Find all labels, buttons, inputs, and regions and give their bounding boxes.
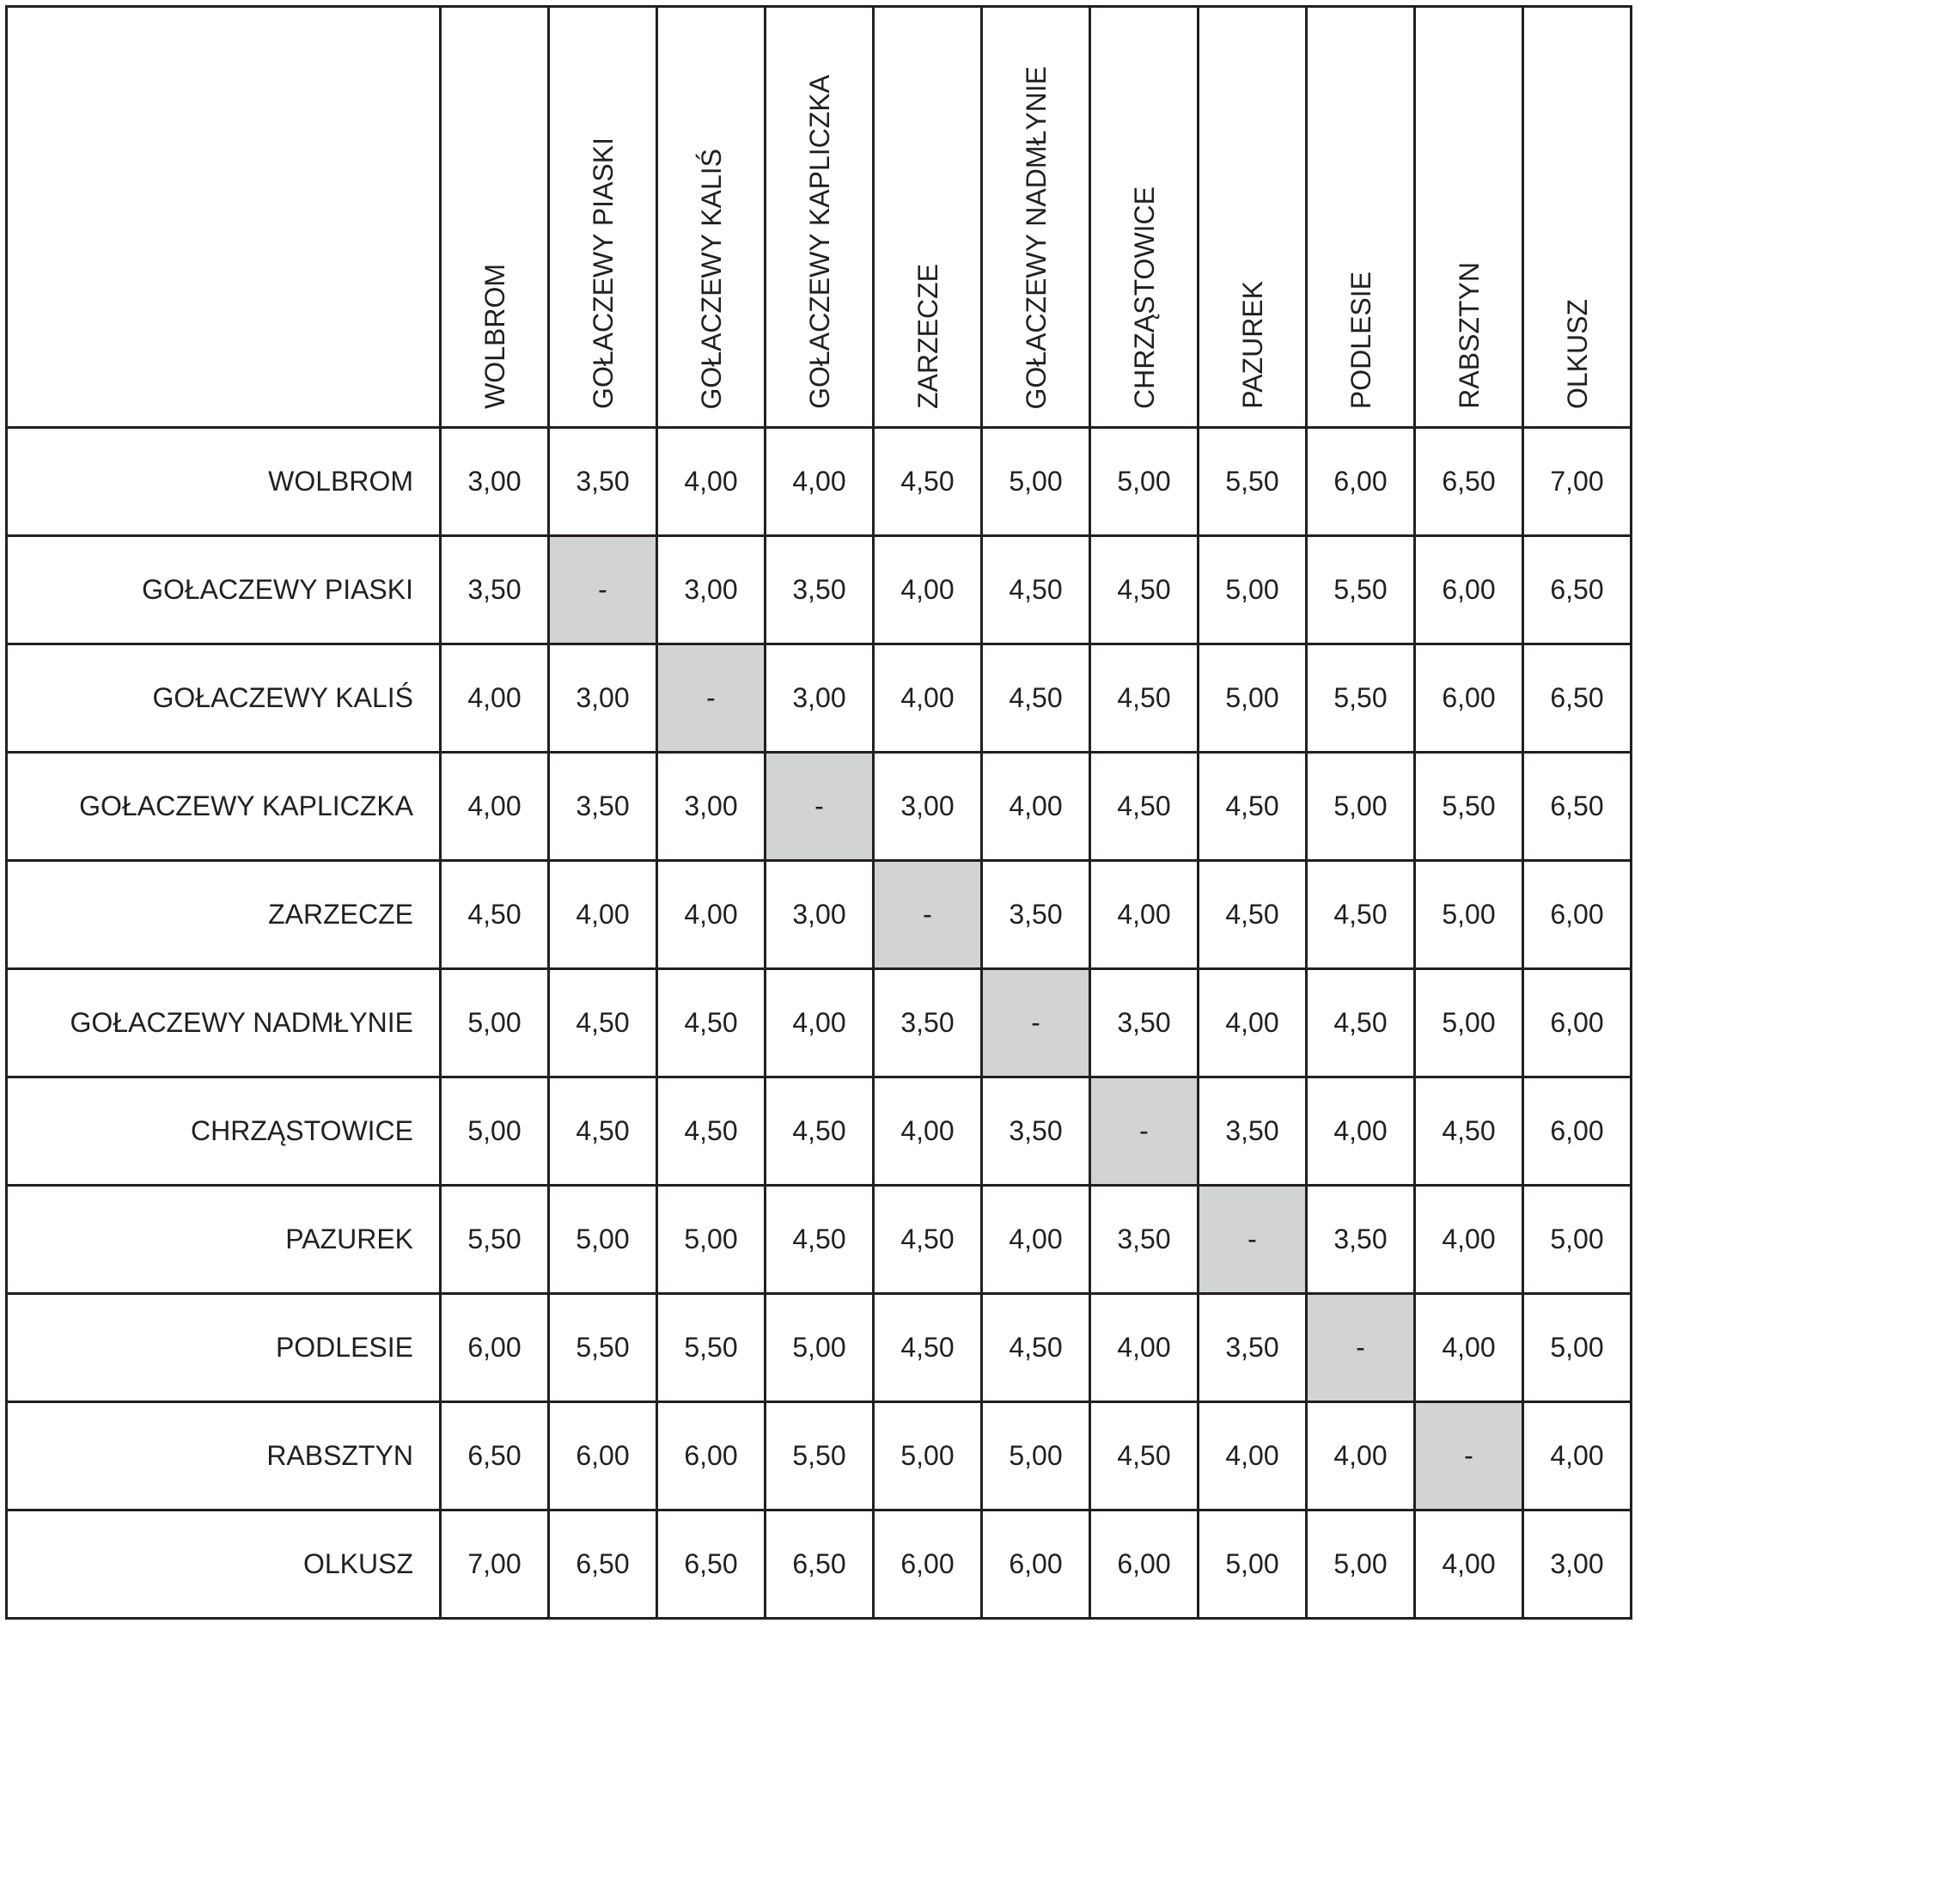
fare-cell: 5,00 <box>549 1186 657 1294</box>
fare-cell: 4,50 <box>1199 861 1307 969</box>
fare-cell: 3,50 <box>874 969 982 1077</box>
fare-cell: 6,00 <box>1523 969 1632 1077</box>
column-header <box>657 7 766 428</box>
diagonal-cell: - <box>1199 1186 1307 1294</box>
fare-cell: 5,00 <box>874 1402 982 1510</box>
fare-cell: 4,50 <box>982 644 1090 753</box>
fare-cell: 5,00 <box>1199 536 1307 644</box>
fare-cell: 4,00 <box>441 753 549 861</box>
fare-cell: 4,50 <box>874 428 982 536</box>
row-header: PODLESIE <box>7 1294 441 1402</box>
fare-cell: 4,00 <box>982 1186 1090 1294</box>
fare-cell: 3,00 <box>874 753 982 861</box>
fare-cell: 6,50 <box>1415 428 1523 536</box>
row-header: PAZUREK <box>7 1186 441 1294</box>
fare-cell: 4,50 <box>874 1186 982 1294</box>
diagonal-cell: - <box>766 753 874 861</box>
column-header <box>1199 7 1307 428</box>
row-header: WOLBROM <box>7 428 441 536</box>
fare-cell: 4,50 <box>766 1077 874 1186</box>
fare-cell: 3,50 <box>441 536 549 644</box>
fare-cell: 3,00 <box>549 644 657 753</box>
fare-cell: 4,00 <box>441 644 549 753</box>
fare-cell: 6,00 <box>549 1402 657 1510</box>
fare-cell: 4,50 <box>766 1186 874 1294</box>
fare-cell: 5,50 <box>1307 536 1415 644</box>
column-header <box>1415 7 1523 428</box>
fare-cell: 6,00 <box>982 1510 1090 1619</box>
fare-cell: 3,50 <box>1199 1294 1307 1402</box>
fare-cell: 4,00 <box>1523 1402 1632 1510</box>
fare-cell: 4,50 <box>1307 969 1415 1077</box>
fare-cell: 4,00 <box>1090 1294 1199 1402</box>
fare-cell: 5,00 <box>1307 1510 1415 1619</box>
fare-cell: 3,50 <box>1090 1186 1199 1294</box>
fare-cell: 4,50 <box>1199 753 1307 861</box>
fare-cell: 4,00 <box>982 753 1090 861</box>
table-row <box>7 1077 1632 1186</box>
fare-cell: 5,50 <box>1199 428 1307 536</box>
table-row <box>7 1186 1632 1294</box>
fare-cell: 6,00 <box>441 1294 549 1402</box>
fare-cell: 6,00 <box>1415 536 1523 644</box>
row-header: ZARZECZE <box>7 861 441 969</box>
fare-cell: 4,50 <box>657 1077 766 1186</box>
fare-cell: 5,00 <box>1307 753 1415 861</box>
table-row <box>7 753 1632 861</box>
fare-cell: 4,00 <box>549 861 657 969</box>
column-header <box>1307 7 1415 428</box>
diagonal-cell: - <box>874 861 982 969</box>
fare-cell: 6,50 <box>1523 753 1632 861</box>
column-header-label: RABSZTYN <box>1453 262 1485 409</box>
fare-cell: 4,00 <box>657 861 766 969</box>
fare-cell: 3,50 <box>1090 969 1199 1077</box>
fare-cell: 4,00 <box>1307 1077 1415 1186</box>
fare-cell: 3,50 <box>549 428 657 536</box>
table-row <box>7 1510 1632 1619</box>
row-header: GOŁACZEWY KAPLICZKA <box>7 753 441 861</box>
row-header: GOŁACZEWY KALIŚ <box>7 644 441 753</box>
fare-cell: 5,00 <box>982 428 1090 536</box>
fare-cell: 5,00 <box>441 1077 549 1186</box>
fare-cell: 5,50 <box>1307 644 1415 753</box>
fare-cell: 4,50 <box>549 969 657 1077</box>
row-header: RABSZTYN <box>7 1402 441 1510</box>
diagonal-cell: - <box>982 969 1090 1077</box>
fare-cell: 5,50 <box>441 1186 549 1294</box>
fare-cell: 4,00 <box>766 969 874 1077</box>
fare-cell: 7,00 <box>441 1510 549 1619</box>
fare-cell: 3,00 <box>441 428 549 536</box>
fare-cell: 3,50 <box>1307 1186 1415 1294</box>
table-row <box>7 1402 1632 1510</box>
fare-cell: 6,00 <box>1415 644 1523 753</box>
fare-cell: 5,00 <box>441 969 549 1077</box>
fare-table <box>5 5 1632 1620</box>
fare-cell: 4,00 <box>1199 969 1307 1077</box>
fare-cell: 5,00 <box>1415 861 1523 969</box>
diagonal-cell: - <box>657 644 766 753</box>
row-header: OLKUSZ <box>7 1510 441 1619</box>
table-row <box>7 861 1632 969</box>
fare-cell: 3,50 <box>549 753 657 861</box>
diagonal-cell: - <box>1415 1402 1523 1510</box>
row-header: CHRZĄSTOWICE <box>7 1077 441 1186</box>
fare-cell: 5,50 <box>549 1294 657 1402</box>
fare-cell: 4,50 <box>657 969 766 1077</box>
fare-cell: 4,50 <box>1090 753 1199 861</box>
fare-cell: 3,00 <box>657 753 766 861</box>
column-header-label: PAZUREK <box>1236 281 1268 409</box>
fare-cell: 6,00 <box>1090 1510 1199 1619</box>
fare-cell: 4,50 <box>441 861 549 969</box>
column-header <box>874 7 982 428</box>
fare-cell: 5,00 <box>1199 644 1307 753</box>
header-row <box>7 7 1632 428</box>
corner-cell <box>7 7 441 428</box>
fare-cell: 3,00 <box>766 861 874 969</box>
fare-cell: 6,00 <box>1523 1077 1632 1186</box>
fare-cell: 4,00 <box>1415 1510 1523 1619</box>
fare-cell: 6,50 <box>441 1402 549 1510</box>
column-header-label: CHRZĄSTOWICE <box>1128 186 1160 409</box>
fare-cell: 3,50 <box>982 861 1090 969</box>
column-header <box>1523 7 1632 428</box>
table-row <box>7 536 1632 644</box>
column-header-label: GOŁACZEWY KAPLICZKA <box>803 75 835 409</box>
fare-cell: 4,00 <box>1199 1402 1307 1510</box>
fare-cell: 4,50 <box>1307 861 1415 969</box>
fare-cell: 5,00 <box>1199 1510 1307 1619</box>
fare-cell: 5,00 <box>766 1294 874 1402</box>
fare-cell: 4,00 <box>874 644 982 753</box>
diagonal-cell: - <box>549 536 657 644</box>
fare-cell: 4,50 <box>1090 644 1199 753</box>
table-row <box>7 969 1632 1077</box>
fare-cell: 4,50 <box>1415 1077 1523 1186</box>
fare-cell: 5,00 <box>1523 1294 1632 1402</box>
diagonal-cell: - <box>1090 1077 1199 1186</box>
column-header <box>1090 7 1199 428</box>
fare-cell: 6,00 <box>874 1510 982 1619</box>
fare-cell: 6,50 <box>766 1510 874 1619</box>
fare-cell: 5,50 <box>766 1402 874 1510</box>
fare-cell: 6,50 <box>549 1510 657 1619</box>
fare-cell: 5,00 <box>1415 969 1523 1077</box>
fare-cell: 5,00 <box>1523 1186 1632 1294</box>
column-header-label: ZARZECZE <box>912 264 943 409</box>
fare-cell: 5,00 <box>1090 428 1199 536</box>
fare-cell: 5,00 <box>982 1402 1090 1510</box>
fare-cell: 7,00 <box>1523 428 1632 536</box>
fare-cell: 3,50 <box>766 536 874 644</box>
column-header-label: PODLESIE <box>1345 271 1376 409</box>
fare-cell: 3,50 <box>1199 1077 1307 1186</box>
fare-cell: 4,00 <box>874 1077 982 1186</box>
column-header-label: WOLBROM <box>479 264 510 409</box>
fare-cell: 5,50 <box>657 1294 766 1402</box>
table-row <box>7 1294 1632 1402</box>
fare-cell: 6,50 <box>657 1510 766 1619</box>
fare-table-head <box>7 7 1632 428</box>
fare-cell: 4,00 <box>1090 861 1199 969</box>
fare-cell: 5,50 <box>1415 753 1523 861</box>
fare-cell: 5,00 <box>657 1186 766 1294</box>
fare-cell: 6,50 <box>1523 644 1632 753</box>
column-header-label: OLKUSZ <box>1561 298 1593 409</box>
column-header <box>982 7 1090 428</box>
fare-cell: 4,00 <box>1307 1402 1415 1510</box>
fare-cell: 4,50 <box>549 1077 657 1186</box>
fare-cell: 4,50 <box>1090 1402 1199 1510</box>
row-header: GOŁACZEWY NADMŁYNIE <box>7 969 441 1077</box>
fare-cell: 4,50 <box>874 1294 982 1402</box>
fare-cell: 6,00 <box>1523 861 1632 969</box>
column-header-label: GOŁACZEWY NADMŁYNIE <box>1020 65 1052 409</box>
fare-cell: 4,50 <box>982 536 1090 644</box>
fare-cell: 3,00 <box>766 644 874 753</box>
fare-cell: 4,50 <box>1090 536 1199 644</box>
fare-cell: 4,00 <box>1415 1294 1523 1402</box>
column-header-label: GOŁACZEWY KALIŚ <box>695 148 727 409</box>
column-header-label: GOŁACZEWY PIASKI <box>587 137 619 409</box>
fare-cell: 3,00 <box>1523 1510 1632 1619</box>
fare-cell: 6,50 <box>1523 536 1632 644</box>
fare-cell: 4,00 <box>874 536 982 644</box>
fare-table-body <box>7 428 1632 1619</box>
fare-cell: 3,50 <box>982 1077 1090 1186</box>
fare-cell: 6,00 <box>657 1402 766 1510</box>
column-header <box>441 7 549 428</box>
fare-cell: 4,00 <box>657 428 766 536</box>
row-header: GOŁACZEWY PIASKI <box>7 536 441 644</box>
column-header <box>766 7 874 428</box>
fare-cell: 6,00 <box>1307 428 1415 536</box>
column-header <box>549 7 657 428</box>
fare-cell: 4,50 <box>982 1294 1090 1402</box>
fare-cell: 4,00 <box>1415 1186 1523 1294</box>
fare-cell: 4,00 <box>766 428 874 536</box>
fare-cell: 3,00 <box>657 536 766 644</box>
table-row <box>7 428 1632 536</box>
table-row <box>7 644 1632 753</box>
diagonal-cell: - <box>1307 1294 1415 1402</box>
